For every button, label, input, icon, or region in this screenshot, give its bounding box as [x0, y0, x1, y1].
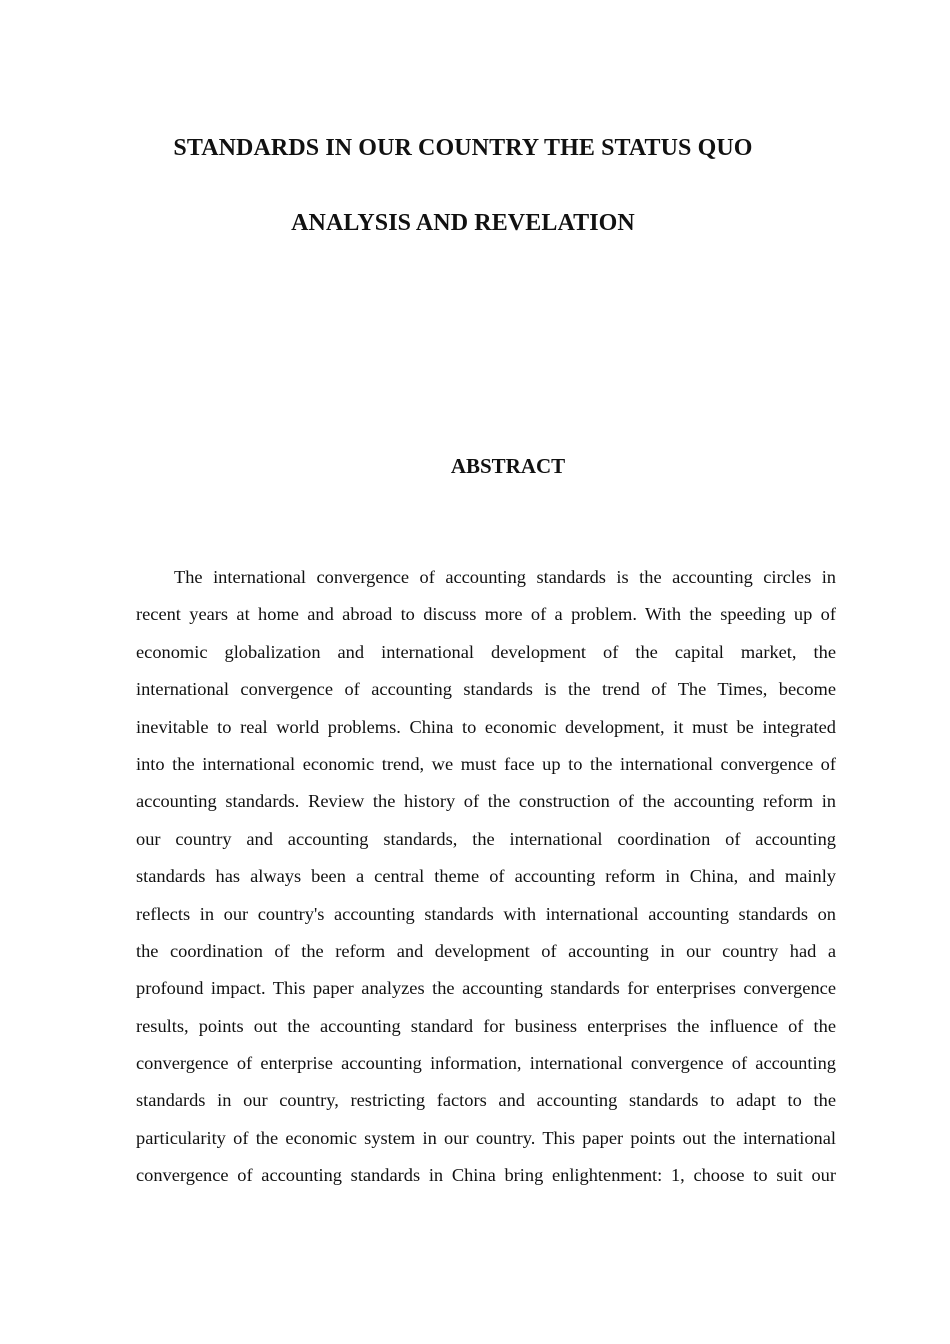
- abstract-line: The international convergence of accounting standards is the accounting circles in: [174, 567, 836, 587]
- abstract-line: convergence of accounting standards in China bring enlightenment: 1, choose to suit our: [136, 1165, 836, 1186]
- abstract-line: results, points out the accounting standard for business enterprises the influence of the: [136, 1015, 836, 1036]
- abstract-line: accounting standards. Review the history of the construction of the accounting reform in: [136, 791, 836, 812]
- abstract-line: standards in our country, restricting factors and accounting standards to adapt to the: [136, 1090, 836, 1111]
- title-line-2: ANALYSIS AND REVELATION: [291, 210, 635, 236]
- abstract-line: profound impact. This paper analyzes the accounting standards for enterprises convergence: [136, 978, 836, 999]
- abstract-line: convergence of enterprise accounting information, international convergence of accounting: [136, 1053, 836, 1074]
- abstract-line: the coordination of the reform and development of accounting in our country had a: [136, 940, 836, 961]
- abstract-line: recent years at home and abroad to discuss more of a problem. With the speeding up of: [136, 604, 836, 625]
- abstract-line: inevitable to real world problems. China to economic development, it must be integrated: [136, 716, 836, 737]
- abstract-heading: ABSTRACT: [450, 454, 566, 478]
- abstract-line: into the international economic trend, we must face up to the international convergence of: [136, 753, 836, 774]
- abstract-line: reflects in our country's accounting standards with international accounting standards on: [136, 903, 836, 924]
- abstract-line: our country and accounting standards, the international coordination of accounting: [136, 828, 836, 849]
- abstract-body: [136, 563, 836, 1199]
- title-line-1: STANDARDS IN OUR COUNTRY THE STATUS QUO: [173, 135, 753, 161]
- abstract-line: standards has always been a central theme of accounting reform in China, and mainly: [136, 866, 836, 887]
- abstract-line: particularity of the economic system in our country. This paper points out the international: [136, 1127, 836, 1148]
- abstract-line: international convergence of accounting standards is the trend of The Times, become: [136, 679, 836, 700]
- abstract-line: economic globalization and international development of the capital market, the: [136, 641, 836, 662]
